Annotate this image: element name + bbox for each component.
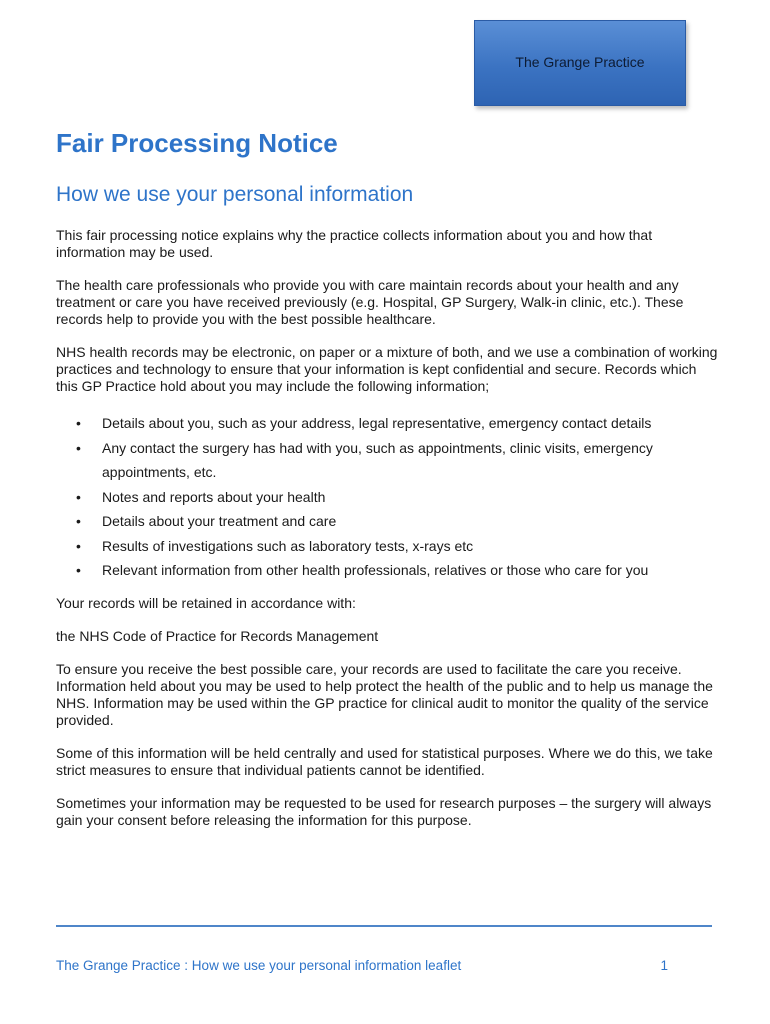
intro-paragraph: This fair processing notice explains why the practice collects information about you and how that information may be used. (56, 227, 653, 260)
research-paragraph: Sometimes your information may be requested to be used for research purposes – the surgery will always gain your consent before releasing the information for this purpose. (56, 794, 712, 828)
bullet-icon: • (76, 439, 81, 456)
document-title: Fair Processing Notice (56, 128, 338, 158)
bullet-icon: • (76, 415, 81, 431)
bullet-icon: • (76, 513, 81, 529)
bullet-icon: • (76, 537, 81, 554)
practice-logo-text: The Grange Practice (515, 54, 645, 70)
document-subtitle: How we use your personal information (56, 183, 414, 206)
list-item: • Any contact the surgery has had with you, such as appointments, clinic visits, emergency appointments, etc. (56, 436, 718, 485)
list-item: • Notes and reports about your health (56, 485, 718, 510)
footer-text: The Grange Practice : How we use your personal information leaflet (56, 958, 462, 973)
list-item: • Details about your treatment and care (56, 509, 718, 534)
document-body (56, 227, 718, 845)
care-use-paragraph: To ensure you receive the best possible care, your records are used to facilitate the care you receive. Information held about you may be used to help protect the health of the public and to help us manage the NHS. Information may be used within the GP practice for clinical audit to monitor the quality of the service provided. (56, 660, 713, 728)
retention-paragraph: Your records will be retained in accordance with: (56, 594, 356, 611)
records-info-list (56, 411, 718, 583)
bullet-icon: • (76, 562, 81, 578)
list-item: • Relevant information from other health professionals, relatives or those who care for you (56, 558, 718, 583)
footer-divider (56, 925, 712, 927)
list-item: • Results of investigations such as laboratory tests, x-rays etc (56, 534, 718, 559)
page-footer (56, 958, 668, 973)
code-of-practice-paragraph: the NHS Code of Practice for Records Management (56, 627, 379, 644)
bullet-icon: • (76, 488, 81, 505)
nhs-records-paragraph: NHS health records may be electronic, on paper or a mixture of both, and we use a combination of working practices and technology to ensure that your information is kept confidential and secure. Records which this GP Practice hold about you may include the following information; (56, 344, 718, 394)
records-paragraph: The health care professionals who provide you with care maintain records about your health and any treatment or care you have received previously (e.g. Hospital, GP Surgery, Walk-in clinic, etc.). These records help to provide you with the best possible healthcare. (56, 277, 684, 327)
list-item: • Details about you, such as your address, legal representative, emergency contact details (56, 411, 718, 436)
page-number: 1 (660, 958, 668, 973)
practice-logo-box (474, 20, 686, 106)
statistics-paragraph: Some of this information will be held centrally and used for statistical purposes. Where we do this, we take strict measures to ensure that individual patients cannot be identified. (56, 744, 713, 778)
